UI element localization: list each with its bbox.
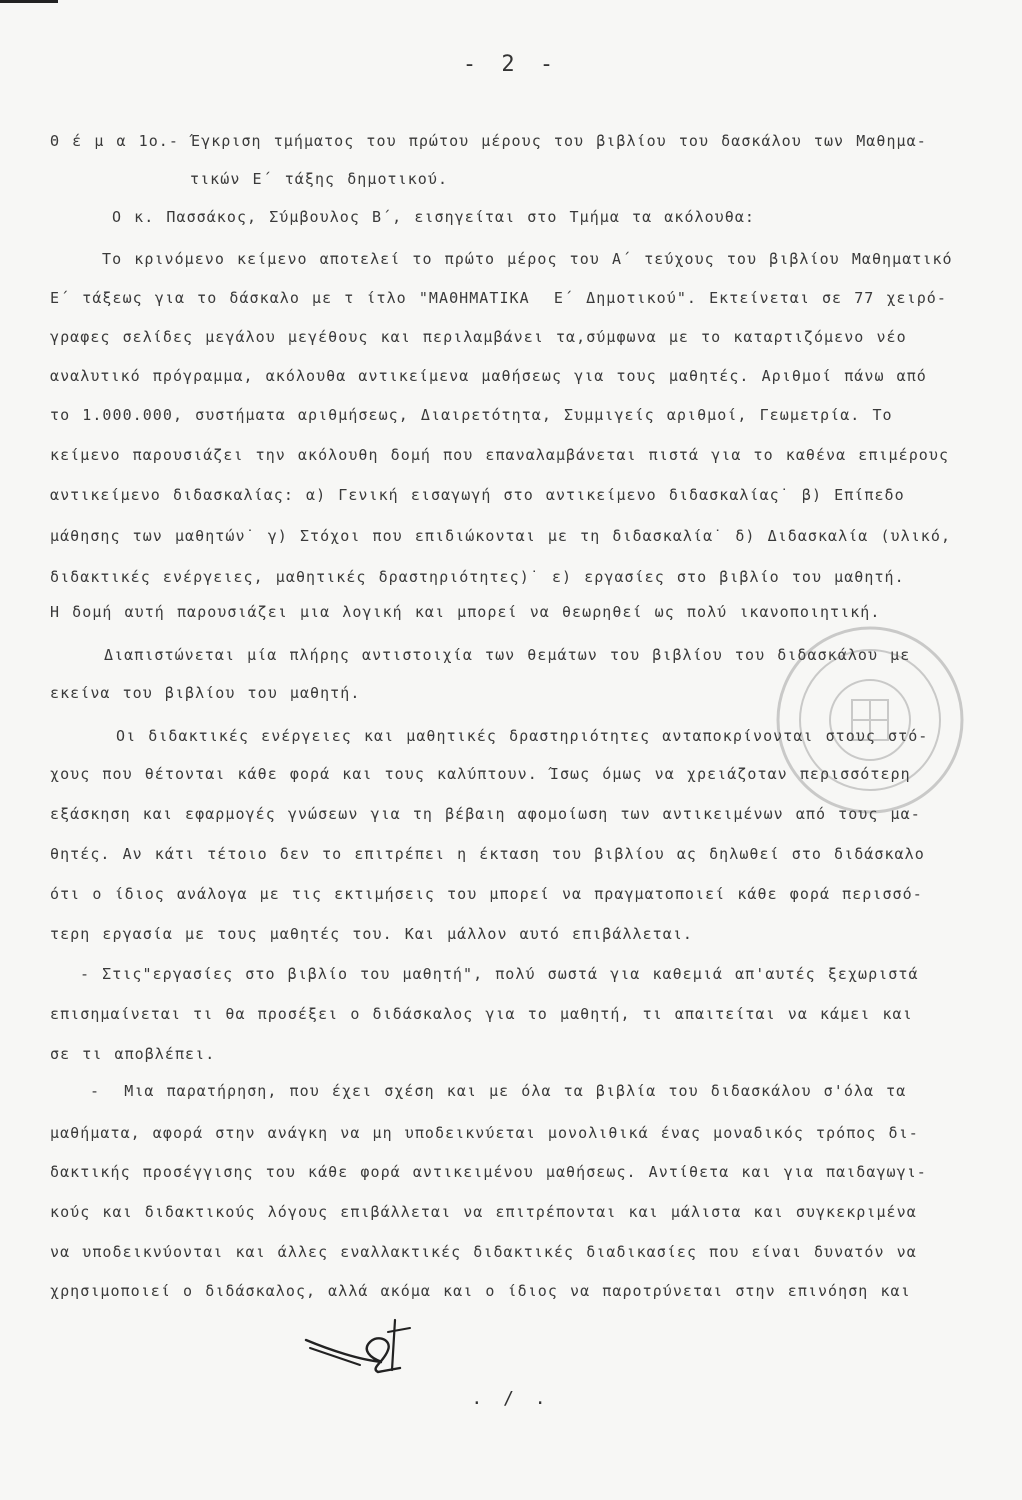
text-line: Ε΄ τάξεως για το δάσκαλο με τ ίτλο "ΜΑΘΗΜΑΤΙΚΑ Ε΄ Δημοτικού". Εκτείνεται σε 77 χειρό- (50, 289, 947, 307)
text-line: εκείνα του βιβλίου του μαθητή. (50, 684, 361, 702)
text-line: ότι ο ίδιος ανάλογα με τις εκτιμήσεις του μπορεί να πραγματοποιεί κάθε φορά περισσό- (50, 885, 923, 903)
text-line: σε τι αποβλέπει. (50, 1045, 216, 1063)
text-line: αναλυτικό πρόγραμμα, ακόλουθα αντικείμενα μαθήσεως για τους μαθητές. Αριθμοί πάνω από (50, 367, 927, 385)
text-line: χρησιμοποιεί ο διδάσκαλος, αλλά ακόμα και ο ίδιος να παροτρύνεται στην επινόηση και (50, 1282, 911, 1300)
text-line: θητές. Αν κάτι τέτοιο δεν το επιτρέπει η έκταση του βιβλίου ας δηλωθεί στο διδάσκαλο (50, 845, 925, 863)
text-line: - Μια παρατήρηση, που έχει σχέση και με όλα τα βιβλία του διδασκάλου σ'όλα τα (90, 1082, 907, 1100)
text-line: γραφες σελίδες μεγάλου μεγέθους και περιλαμβάνει τα,σύμφωνα με το καταρτιζόμενο νέο (50, 328, 907, 346)
corner-mark (0, 0, 58, 3)
text-line: διδακτικές ενέργειες, μαθητικές δραστηριότητες)˙ ε) εργασίες στο βιβλίο του μαθητή. (50, 568, 905, 586)
text-line: δακτικής προσέγγισης του κάθε φορά αντικειμένου μαθήσεως. Αντίθετα και για παιδαγωγι- (50, 1163, 927, 1181)
text-line: κούς και διδακτικούς λόγους επιβάλλεται να επιτρέπονται και μάλιστα και συγκεκριμένα (50, 1203, 917, 1221)
text-line: εξάσκηση και εφαρμογές γνώσεων για τη βέβαιη αφομοίωση των αντικειμένων από τους μα- (50, 805, 921, 823)
text-line: μαθήματα, αφορά στην ανάγκη να μη υποδεικνύεται μονολιθικά ένας μοναδικός τρόπος δι- (50, 1124, 919, 1142)
text-line: Το κρινόμενο κείμενο αποτελεί το πρώτο μέρος του Α΄ τεύχους του βιβλίου Μαθηματικό (102, 250, 953, 268)
text-line: κείμενο παρουσιάζει την ακόλουθη δομή που επαναλαμβάνεται πιστά για το καθένα επιμέρους (50, 446, 950, 464)
text-line: τικών Ε΄ τάξης δημοτικού. (190, 170, 449, 188)
text-line: - Στις"εργασίες στο βιβλίο του μαθητή", πολύ σωστά για καθεμιά απ'αυτές ξεχωριστά (80, 965, 919, 983)
text-line: αντικείμενο διδασκαλίας: α) Γενική εισαγωγή στο αντικείμενο διδασκαλίας˙ β) Επίπεδο (50, 486, 905, 504)
official-seal-stamp (770, 620, 970, 820)
page-number: - 2 - (462, 52, 560, 77)
text-line: το 1.000.000, συστήματα αριθμήσεως, Διαιρετότητα, Συμμιγείς αριθμοί, Γεωμετρία. Το (50, 406, 893, 424)
continuation-mark: . / . (471, 1388, 551, 1409)
text-line: τερη εργασία με τους μαθητές του. Και μάλλον αυτό επιβάλλεται. (50, 925, 694, 943)
text-line: Θ έ μ α 1ο.- Έγκριση τμήματος του πρώτου μέρους του βιβλίου του δασκάλου των Μαθημα- (50, 132, 927, 150)
text-line: επισημαίνεται τι θα προσέξει ο διδάσκαλος για το μαθητή, τι απαιτείται να κάμει και (50, 1005, 913, 1023)
text-line: μάθησης των μαθητών˙ γ) Στόχοι που επιδιώκονται με τη διδασκαλία˙ δ) Διδασκαλία (υλικό, (50, 527, 952, 545)
text-line: χους που θέτονται κάθε φορά και τους καλύπτουν. Ίσως όμως να χρειάζοταν περισσότερη (50, 765, 911, 783)
text-line: να υποδεικνύονται και άλλες εναλλακτικές διδακτικές διαδικασίες που είναι δυνατόν να (50, 1243, 917, 1261)
handwritten-signature (300, 1310, 430, 1380)
text-line: Ο κ. Πασσάκος, Σύμβουλος Β΄, εισηγείται στο Τμήμα τα ακόλουθα: (112, 208, 756, 226)
text-line: Οι διδακτικές ενέργειες και μαθητικές δραστηριότητες ανταποκρίνονται στους στό- (116, 727, 929, 745)
text-line: Διαπιστώνεται μία πλήρης αντιστοιχία των θεμάτων του βιβλίου του διδασκάλου με (104, 646, 911, 664)
text-line: Η δομή αυτή παρουσιάζει μια λογική και μπορεί να θεωρηθεί ως πολύ ικανοποιητική. (50, 603, 881, 621)
